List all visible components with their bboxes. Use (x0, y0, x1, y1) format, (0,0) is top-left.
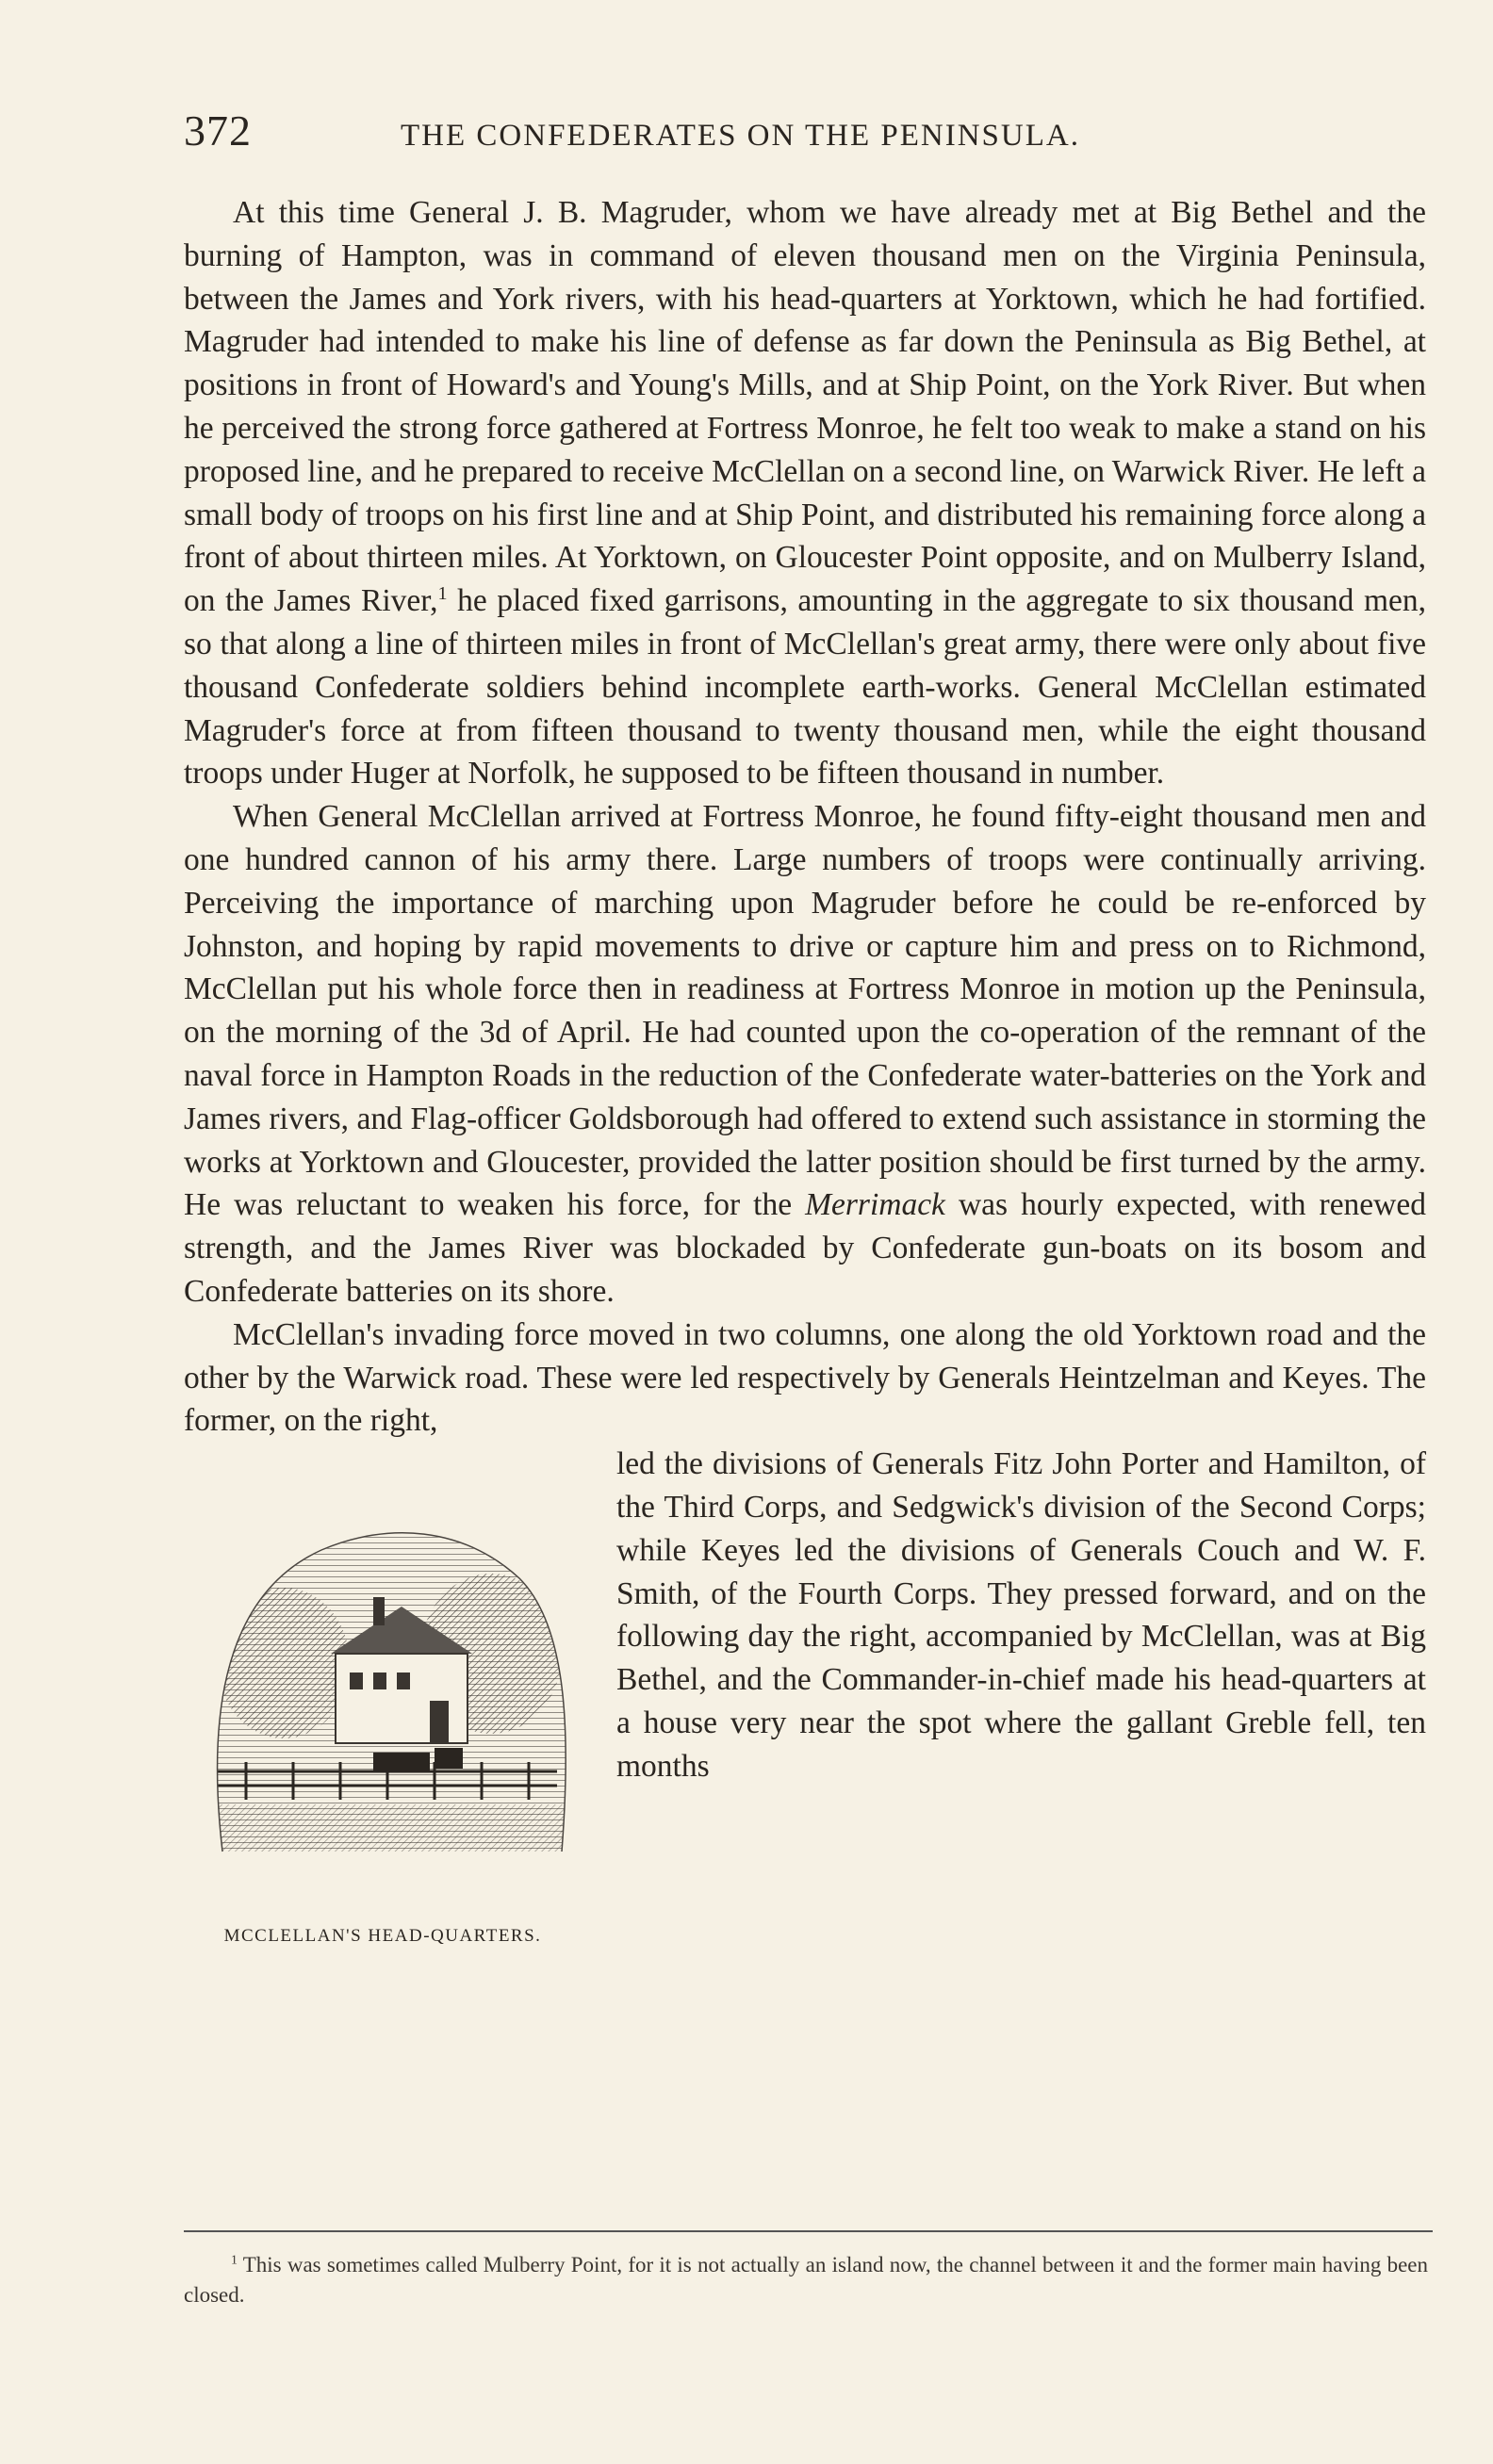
footnote-text: This was sometimes called Mulberry Point, for it is not actually an island now, the channel between it and the former main having been closed. (184, 2253, 1428, 2307)
footnote-marker: 1 (231, 2252, 238, 2267)
paragraph-2-text-a: When General McClellan arrived at Fortress Monroe, he found fifty-eight thousand men and one hundred cannon of his army there. Large numbers of troops were continually arriving. Perceiving the importance of marching upon Magruder before he could be re-enforced by Johnston, and hoping by rapid movements to drive or capture him and press on to Richmond, McClellan put his whole force then in readiness at Fortress Monroe in motion up the Peninsula, on the morning of the 3d of April. He had counted upon the co-operation of the remnant of the naval force in Hampton Roads in the reduction of the Confederate water-batteries on the York and James rivers, and Flag-officer Goldsborough had offered to extend such assistance in storming the works at Yorktown and Gloucester, provided the latter position should be first turned by the army. He was reluctant to weaken his force, for the (184, 799, 1426, 1223)
paragraph-1 (184, 191, 1426, 795)
paragraph-2 (184, 795, 1426, 1314)
footnote-divider (184, 2230, 1433, 2232)
footnote-ref: 1 (437, 583, 448, 605)
figure-caption: MCCLELLAN'S HEAD-QUARTERS. (223, 1926, 542, 1947)
ship-name-merrimack: Merrimack (805, 1187, 945, 1223)
page-number: 372 (184, 106, 252, 155)
house-illustration (180, 1446, 590, 1908)
paragraph-3-text-b: led the divisions of Generals Fitz John Porter and Hamilton, of the Third Corps, and Sedgwick's division of the Second Corps; while Keyes led the divisions of Generals Couch and W. F. Smith, of the Fourth Corps. They pressed forward, and on the following day the right, accompanied by McClellan, was at Big Bethel, and the Commander-in-chief made his head-quarters at a house very near the spot where the gallant Greble fell, ten months (616, 1446, 1426, 1784)
footnote (184, 2250, 1428, 2310)
page-header (184, 106, 1437, 162)
paragraph-2-text-b: was hourly expected, with renewed strength, and the James River was blockaded by Confederate gun-boats on its bosom and Confederate batteries on its shore. (184, 1187, 1426, 1309)
body-text (184, 191, 1426, 1967)
paragraph-1-text-a: At this time General J. B. Magruder, whom we have already met at Big Bethel and the burning of Hampton, was in command of eleven thousand men on the Virginia Peninsula, between the James and York rivers, with his head-quarters at Yorktown, which he had fortified. Magruder had intended to make his line of defense as far down the Peninsula as Big Bethel, at positions in front of Howard's and Young's Mills, and at Ship Point, on the York River. But when he perceived the strong force gathered at Fortress Monroe, he felt too weak to make a stand on his proposed line, and he prepared to receive McClellan on a second line, on Warwick River. He left a small body of troops on his first line and at Ship Point, and distributed his remaining force along a front of about thirteen miles. At Yorktown, on Gloucester Point opposite, and on Mulberry Island, on the James River, (184, 195, 1426, 619)
paragraph-1-text-b: he placed fixed garrisons, amounting in the aggregate to six thousand men, so that along a line of thirteen miles in front of McClellan's great army, there were only about five thousand Confederate soldiers behind incomplete earth-works. General McClellan estimated Magruder's force at from fifteen thousand to twenty thousand men, while the eight thousand troops under Huger at Norfolk, he supposed to be fifteen thousand in number. (184, 583, 1426, 791)
paragraph-3 (184, 1314, 1426, 1443)
paragraph-3-wrapped (184, 1443, 1426, 1947)
headquarters-engraving (180, 1446, 590, 1967)
running-title: THE CONFEDERATES ON THE PENINSULA. (401, 119, 1080, 153)
paragraph-3-text-a: McClellan's invading force moved in two columns, one along the old Yorktown road and the other by the Warwick road. These were led respectively by Generals Heintzelman and Keyes. The former, on the right, (184, 1316, 1426, 1439)
